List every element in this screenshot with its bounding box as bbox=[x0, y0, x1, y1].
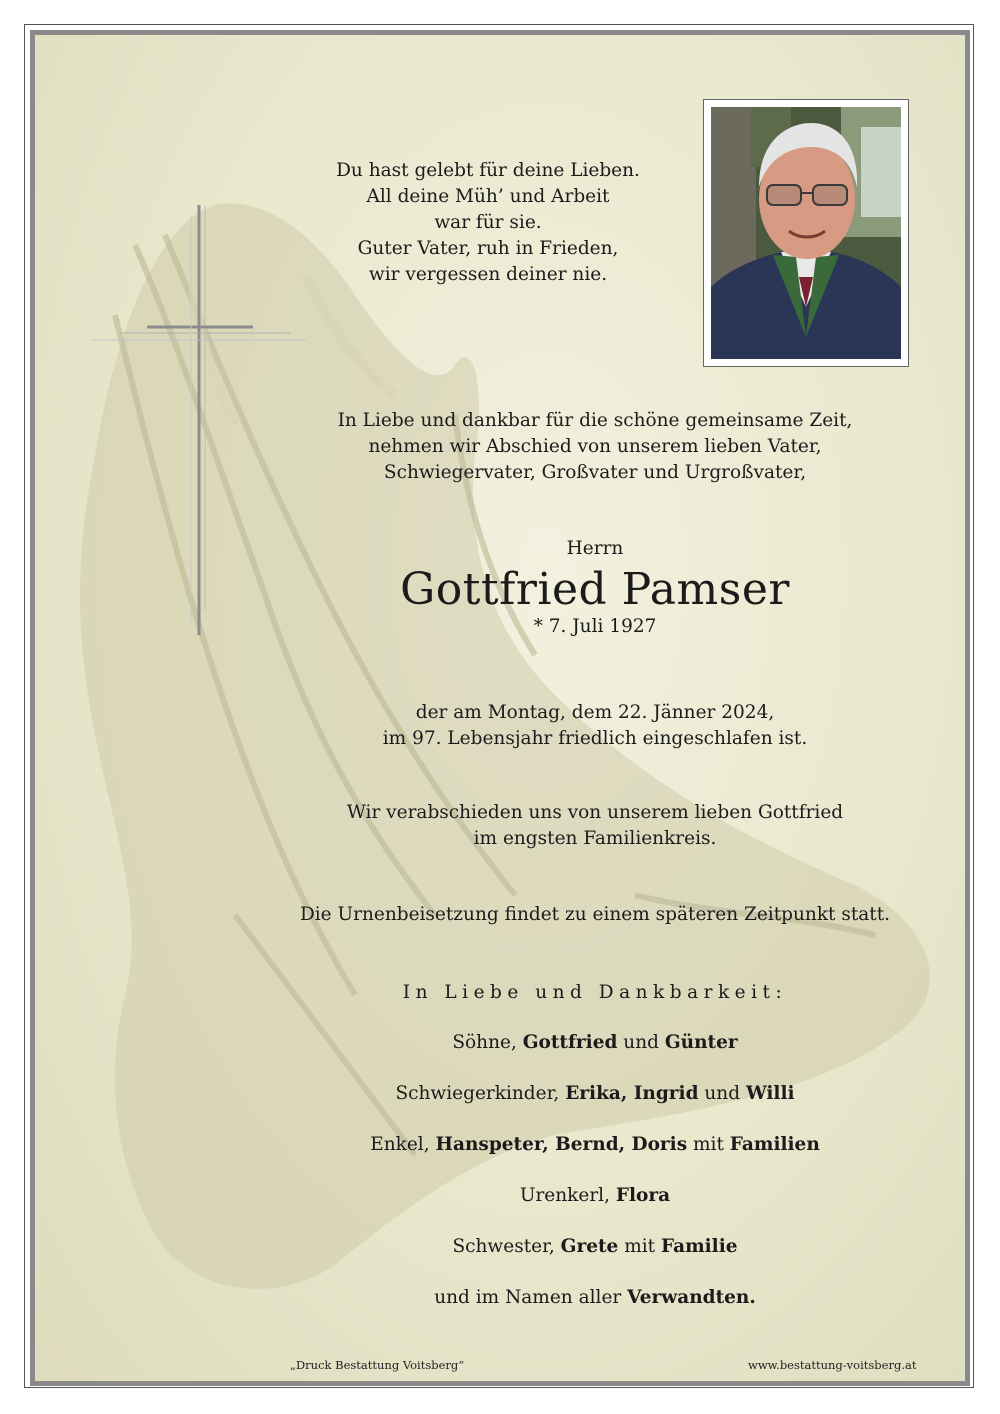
verse-line: All deine Müh’ und Arbeit bbox=[366, 186, 610, 207]
mourner-name: Familie bbox=[660, 1236, 738, 1257]
mourner-name: Günter bbox=[664, 1032, 738, 1053]
verse-line: wir vergessen deiner nie. bbox=[368, 264, 608, 285]
death-notice bbox=[240, 700, 950, 752]
farewell-line: im engsten Familienkreis. bbox=[473, 828, 717, 849]
mourner-name: Flora bbox=[615, 1185, 671, 1206]
verse-line: Guter Vater, ruh in Frieden, bbox=[357, 238, 619, 259]
farewell-line: Wir verabschieden uns von unserem lieben Gottfried bbox=[346, 802, 844, 823]
deceased-name: Gottfried Pamser bbox=[400, 564, 790, 615]
mourner-name: Familien bbox=[729, 1134, 820, 1155]
website-url: www.bestattung-voitsberg.at bbox=[748, 1358, 917, 1372]
salutation: Herrn bbox=[566, 538, 624, 559]
verse-line: Du hast gelebt für deine Lieben. bbox=[336, 160, 640, 181]
death-line: im 97. Lebensjahr friedlich eingeschlafen ist. bbox=[382, 728, 808, 749]
mourner-name: Willi bbox=[745, 1083, 795, 1104]
portrait-photo-frame bbox=[703, 99, 909, 367]
intro-line: nehmen wir Abschied von unserem lieben Vater, bbox=[368, 436, 822, 457]
family-relatives: und im Namen aller Verwandten. bbox=[434, 1287, 756, 1308]
portrait-photo bbox=[711, 107, 901, 359]
mourner-name: Erika, Ingrid bbox=[565, 1083, 699, 1104]
family-grandchildren: Enkel, Hanspeter, Bernd, Doris mit Familien bbox=[370, 1134, 820, 1155]
family-sons: Söhne, Gottfried und Günter bbox=[452, 1032, 738, 1053]
family-greatgrandchildren: Urenkerl, Flora bbox=[519, 1185, 671, 1206]
intro-line: Schwiegervater, Großvater und Urgroßvater, bbox=[383, 462, 807, 483]
family-sister: Schwester, Grete mit Familie bbox=[452, 1236, 738, 1257]
birth-date: * 7. Juli 1927 bbox=[533, 616, 657, 637]
gratitude-heading: In Liebe und Dankbarkeit: bbox=[402, 982, 788, 1003]
intro-text bbox=[240, 408, 950, 486]
mourner-name: Grete bbox=[560, 1236, 619, 1257]
urn-burial-notice: Die Urnenbeisetzung findet zu einem späteren Zeitpunkt statt. bbox=[299, 904, 891, 925]
family-inlaws: Schwiegerkinder, Erika, Ingrid und Willi bbox=[395, 1083, 795, 1104]
verse-line: war für sie. bbox=[434, 212, 542, 233]
memorial-verse bbox=[288, 158, 688, 288]
death-line: der am Montag, dem 22. Jänner 2024, bbox=[415, 702, 775, 723]
mourner-name: Hanspeter, Bernd, Doris bbox=[435, 1134, 688, 1155]
intro-line: In Liebe und dankbar für die schöne gemeinsame Zeit, bbox=[337, 410, 853, 431]
farewell-text bbox=[240, 800, 950, 852]
printer-credit: „Druck Bestattung Voitsberg“ bbox=[290, 1358, 465, 1372]
mourner-name: Verwandten. bbox=[627, 1287, 756, 1308]
mourner-name: Gottfried bbox=[522, 1032, 618, 1053]
